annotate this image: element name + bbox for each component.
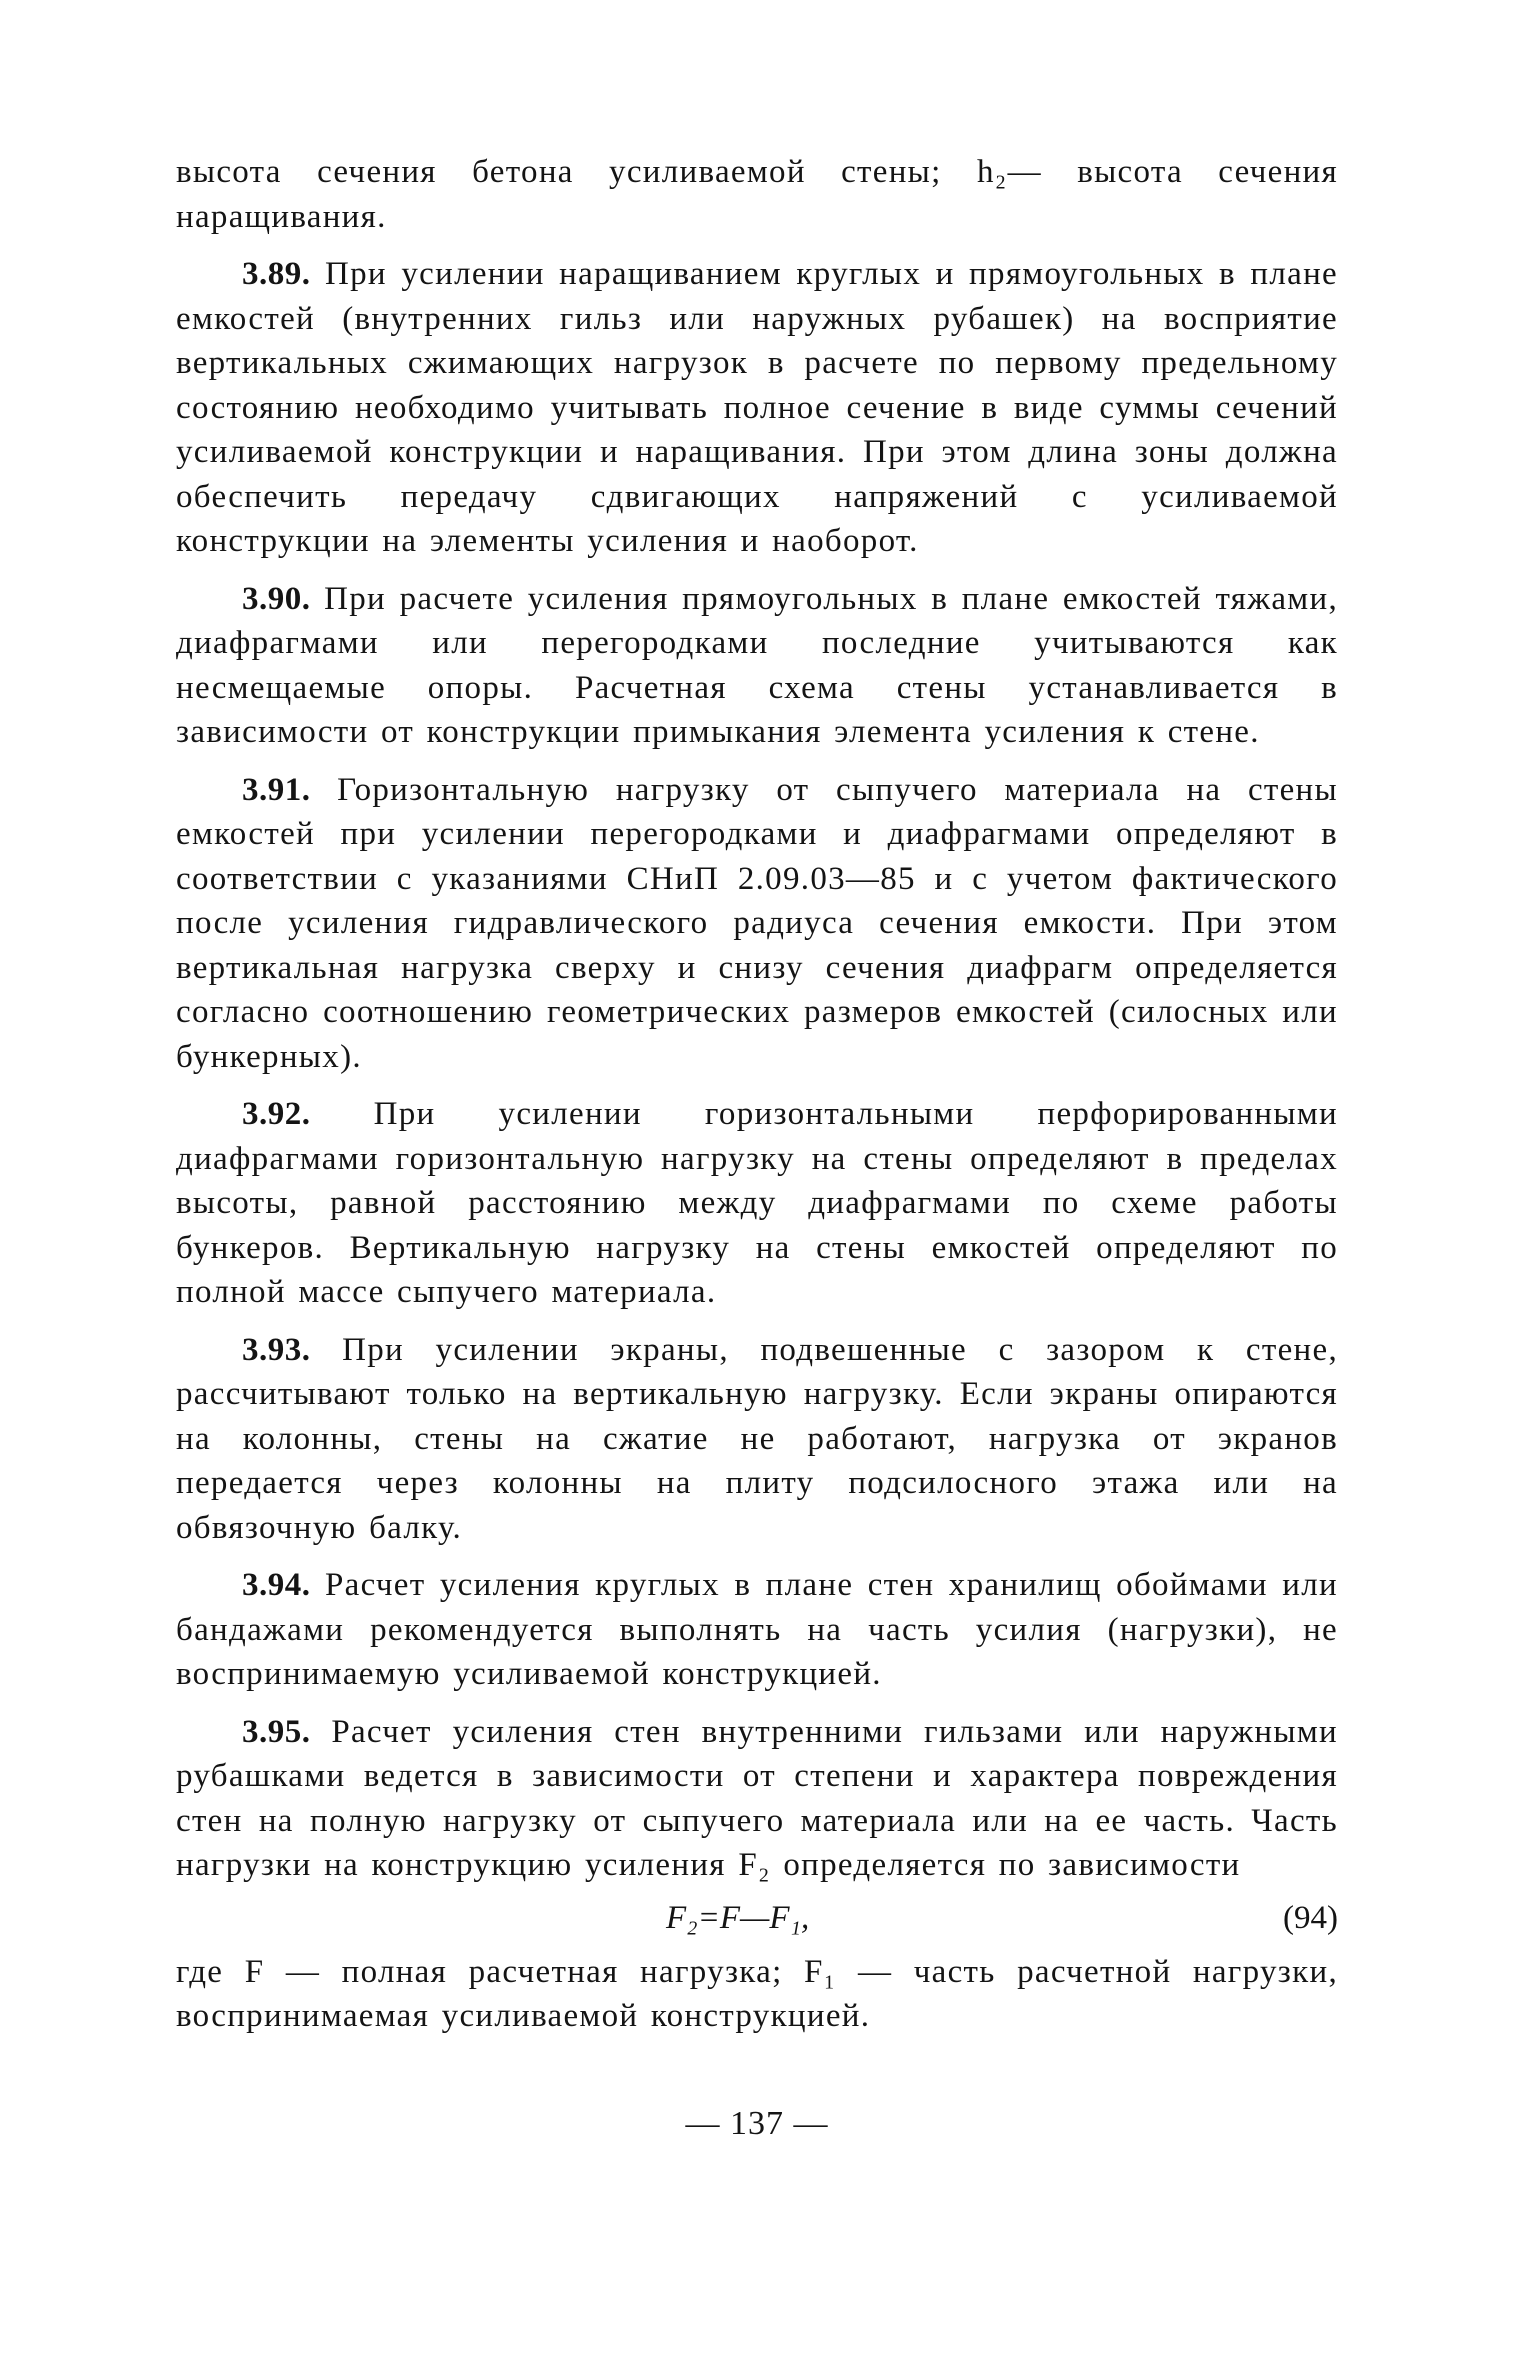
equation-row — [176, 1894, 1338, 1950]
section-number: 3.95. — [242, 1713, 311, 1750]
section-3-95 — [176, 1710, 1338, 1888]
section-3-93 — [176, 1328, 1338, 1551]
section-number: 3.90. — [242, 580, 311, 617]
equation-number: (94) — [1283, 1899, 1338, 1936]
section-text: Расчет усиления стен внутренними гильзами или наружными рубашками ведется в зависимости от степени и характера повреждения стен на полную нагрузку от сыпучего материала или на ее часть. Часть нагрузки на конструкцию усиления F₂ определяется по зависимости — [176, 1713, 1338, 1883]
section-3-89 — [176, 252, 1338, 564]
section-text: Расчет усиления круглых в плане стен хранилищ обоймами или бандажами рекомендуется выполнять на часть усилия (нагрузки), не воспринимаемую усиливаемой конструкцией. — [176, 1567, 1338, 1692]
section-3-91 — [176, 768, 1338, 1080]
section-3-92 — [176, 1092, 1338, 1315]
paragraph-intro: высота сечения бетона усиливаемой стены; h₂— высота сечения наращивания. — [176, 154, 1338, 235]
section-text: При расчете усиления прямоугольных в плане емкостей тяжами, диафрагмами или перегородками последние учитываются как несмещаемые опоры. Расчетная схема стены устанавливается в зависимости от конструкции примыкания элемента усиления к стене. — [176, 580, 1338, 750]
section-3-90 — [176, 577, 1338, 755]
section-number: 3.91. — [242, 771, 311, 808]
section-number: 3.94. — [242, 1567, 311, 1603]
section-text: При усилении наращиванием круглых и прямоугольных в плане емкостей (внутренних гильз или наружных рубашек) на восприятие вертикальных сжимающих нагрузок в расчете по первому предельному состоянию необходимо учитывать полное сечение в виде суммы сечений усиливаемой конструкции и наращивания. При этом длина зоны должна обеспечить передачу сдвигающих напряжений с усиливаемой конструкции на элементы усиления и наоборот. — [176, 256, 1338, 559]
section-number: 3.89. — [242, 256, 311, 292]
equation-explanation: где F — полная расчетная нагрузка; F₁ — часть расчетной нагрузки, воспринимаемая усиливаемой конструкцией. — [176, 1953, 1338, 2034]
section-number: 3.92. — [242, 1096, 311, 1132]
page-number: — 137 — — [685, 2105, 829, 2142]
section-text: Горизонтальную нагрузку от сыпучего материала на стены емкостей при усилении перегородками и диафрагмами определяют в соответствии с указаниями СНиП 2.09.03—85 и с учетом фактического после усиления гидравлического радиуса сечения емкости. При этом вертикальная нагрузка сверху и снизу сечения диафрагм определяется согласно соотношению геометрических размеров емкостей (силосных или бункерных). — [176, 771, 1338, 1075]
section-text: При усилении экраны, подвешенные с зазором к стене, рассчитывают только на вертикальную нагрузку. Если экраны опираются на колонны, стены на сжатие не работают, нагрузка от экранов передается через колонны на плиту подсилосного этажа или на обвязочную балку. — [176, 1331, 1338, 1546]
section-number: 3.93. — [242, 1331, 311, 1368]
document-page — [176, 150, 1338, 2142]
section-3-94 — [176, 1563, 1338, 1697]
section-text: При усилении горизонтальными перфорированными диафрагмами горизонтальную нагрузку на стены определяют в пределах высоты, равной расстоянию между диафрагмами по схеме работы бункеров. Вертикальную нагрузку на стены емкостей определяют по полной массе сыпучего материала. — [176, 1096, 1338, 1310]
equation: F₂=F—F₁, — [666, 1899, 810, 1936]
